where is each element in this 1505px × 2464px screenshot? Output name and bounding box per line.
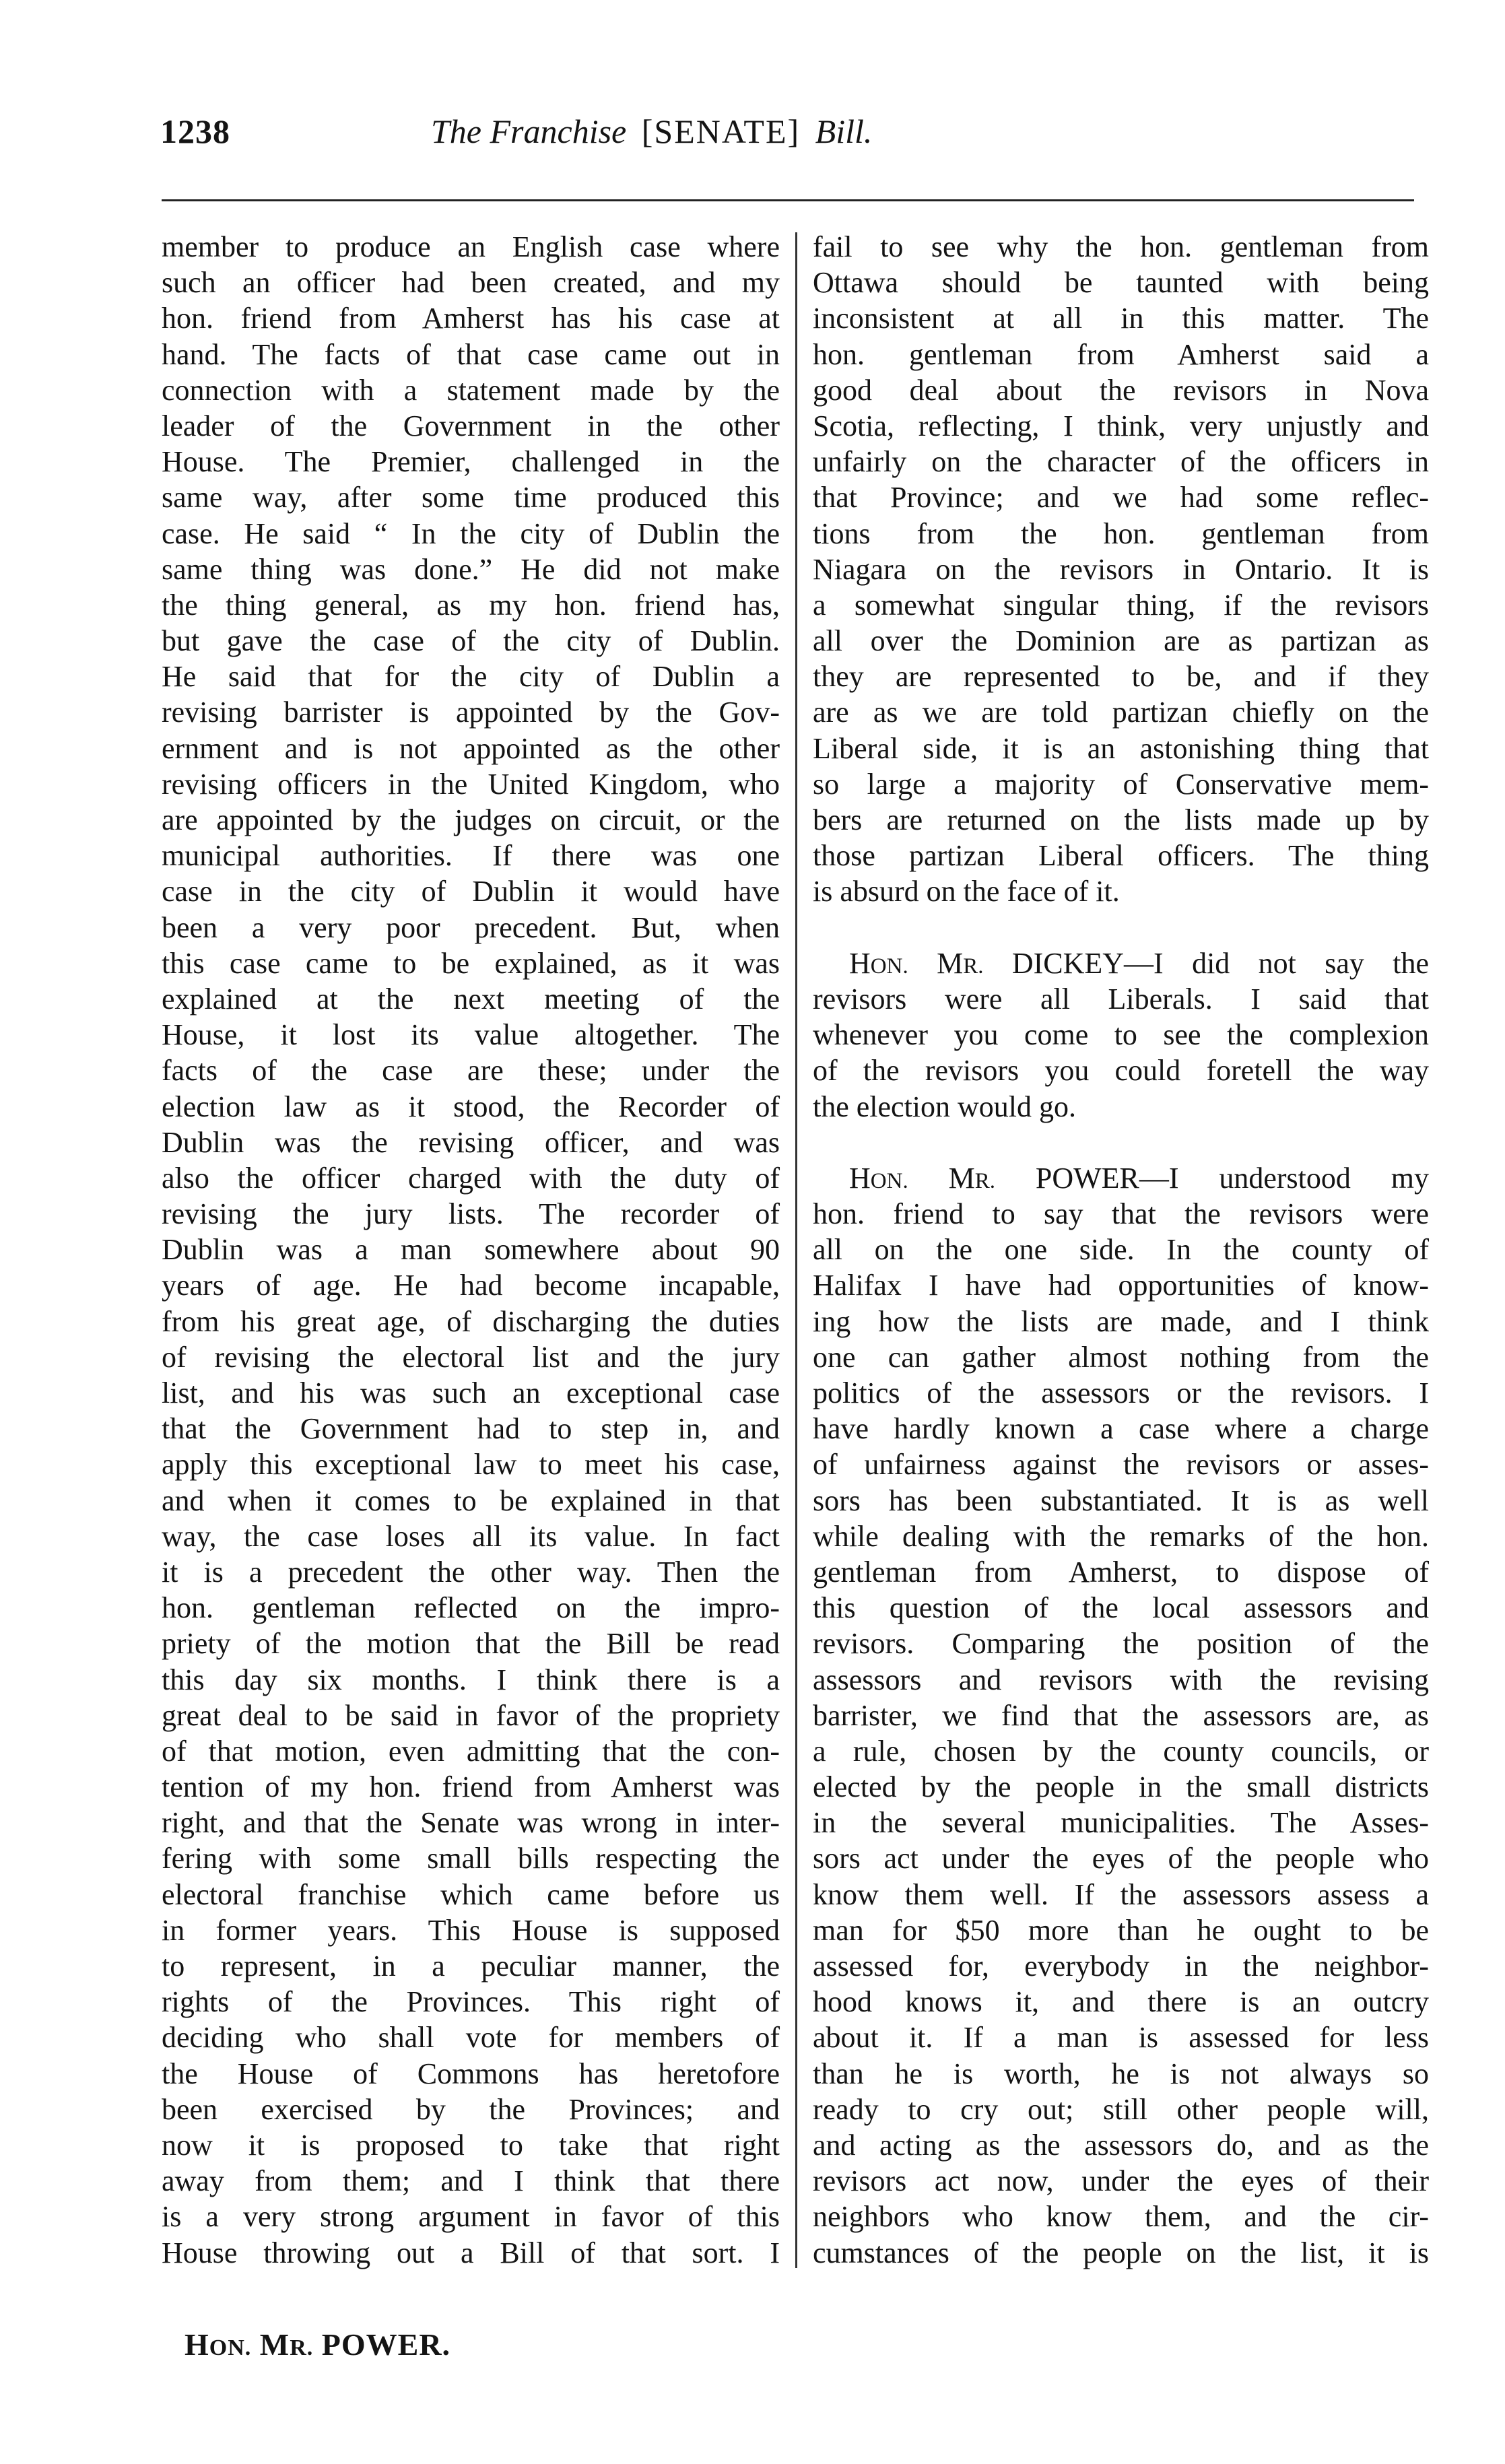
text-line: of revising the electoral list and the jury — [162, 1340, 780, 1374]
text-line: been exercised by the Provinces; and — [162, 2092, 780, 2126]
text-line: of that motion, even admitting that the con- — [162, 1734, 780, 1768]
text-line: Niagara on the revisors in Ontario. It is — [813, 552, 1429, 586]
text-line: been a very poor precedent. But, when — [162, 910, 780, 944]
text-line: election law as it stood, the Recorder of — [162, 1090, 780, 1123]
text-line: of the revisors you could foretell the way — [813, 1054, 1429, 1088]
paragraph-power — [813, 1160, 1429, 2271]
text-line: Halifax I have had opportunities of know- — [813, 1269, 1429, 1302]
text-line: Scotia, reflecting, I think, very unjustly and — [813, 409, 1429, 442]
text-line: hon. friend from Amherst has his case at — [162, 302, 780, 335]
text-line: it is a precedent the other way. Then the — [162, 1555, 780, 1589]
text-line: but gave the case of the city of Dublin. — [162, 624, 780, 658]
text-line: Dublin was a man somewhere about 90 — [162, 1233, 780, 1267]
text-line: hon. friend to say that the revisors were — [813, 1197, 1429, 1231]
text-line: apply this exceptional law to meet his case, — [162, 1448, 780, 1481]
text-line: Ottawa should be taunted with being — [813, 266, 1429, 300]
text-line: hon. gentleman from Amherst said a — [813, 337, 1429, 371]
right-column — [813, 229, 1429, 2271]
text-line: politics of the assessors or the revisors. I — [813, 1376, 1429, 1409]
text-line: revisors were all Liberals. I said that — [813, 982, 1429, 1015]
text-line: facts of the case are these; under the — [162, 1054, 780, 1088]
text-line: revising the jury lists. The recorder of — [162, 1197, 780, 1231]
text-line: know them well. If the assessors assess a — [813, 1877, 1429, 1911]
text-line: assessed for, everybody in the neighbor- — [813, 1950, 1429, 1983]
text-line: bers are returned on the lists made up by — [813, 803, 1429, 836]
text-line: barrister, we find that the assessors are, as — [813, 1698, 1429, 1732]
text-line: and when it comes to be explained in that — [162, 1484, 780, 1517]
text-line: revisors. Comparing the position of the — [813, 1627, 1429, 1661]
text-line: right, and that the Senate was wrong in inter- — [162, 1806, 780, 1840]
text-line: gentleman from Amherst, to dispose of — [813, 1555, 1429, 1589]
text-line: elected by the people in the small districts — [813, 1770, 1429, 1804]
text-line: revising officers in the United Kingdom, who — [162, 767, 780, 801]
text-line: from his great age, of discharging the duties — [162, 1304, 780, 1338]
text-line: all on the one side. In the county of — [813, 1233, 1429, 1267]
text-line: same way, after some time produced this — [162, 481, 780, 514]
text-line: fering with some small bills respecting the — [162, 1842, 780, 1875]
text-line: revisors act now, under the eyes of their — [813, 2164, 1429, 2198]
text-line: while dealing with the remarks of the hon. — [813, 1519, 1429, 1553]
text-line: inconsistent at all in this matter. The — [813, 302, 1429, 335]
text-line: good deal about the revisors in Nova — [813, 373, 1429, 407]
text-line: ernment and is not appointed as the other — [162, 731, 780, 765]
running-head — [431, 112, 872, 151]
text-line: unfairly on the character of the officers in — [813, 445, 1429, 479]
text-line: revising barrister is appointed by the Gov- — [162, 696, 780, 729]
text-line: Dublin was the revising officer, and was — [162, 1125, 780, 1159]
paragraph-continued — [813, 229, 1429, 910]
text-line: member to produce an English case where — [162, 230, 780, 263]
footer-speaker-label: HON. MR. POWER. — [185, 2327, 451, 2362]
text-line: this question of the local assessors and — [813, 1591, 1429, 1625]
text-line: in the several municipalities. The Asses- — [813, 1806, 1429, 1840]
text-line: they are represented to be, and if they — [813, 660, 1429, 694]
text-line: about it. If a man is assessed for less — [813, 2021, 1429, 2055]
text-line: the House of Commons has heretofore — [162, 2057, 780, 2090]
text-line: sors act under the eyes of the people who — [813, 1842, 1429, 1875]
text-line: so large a majority of Conservative mem- — [813, 767, 1429, 801]
text-line: this case came to be explained, as it was — [162, 946, 780, 980]
text-line: hon. gentleman reflected on the impro- — [162, 1591, 780, 1625]
text-line: ing how the lists are made, and I think — [813, 1304, 1429, 1338]
text-line: case in the city of Dublin it would have — [162, 875, 780, 908]
text-line: ready to cry out; still other people will, — [813, 2092, 1429, 2126]
text-line: is a very strong argument in favor of this — [162, 2200, 780, 2234]
running-head-bill: Bill. — [815, 112, 873, 150]
text-line: tention of my hon. friend from Amherst was — [162, 1770, 780, 1804]
speech-opening-line: HON. MR. POWER—I understood my — [849, 1161, 1429, 1195]
text-line: also the officer charged with the duty of — [162, 1161, 780, 1195]
header-rule — [162, 199, 1414, 201]
text-line: deciding who shall vote for members of — [162, 2021, 780, 2055]
text-line: that Province; and we had some reflec- — [813, 481, 1429, 514]
speaker-label: HON. MR. POWER — [849, 1161, 1139, 1195]
text-line: electoral franchise which came before us — [162, 1877, 780, 1911]
text-line: connection with a statement made by the — [162, 373, 780, 407]
text-line: assessors and revisors with the revising — [813, 1663, 1429, 1696]
text-line: that the Government had to step in, and — [162, 1412, 780, 1446]
speech-opening-line: HON. MR. DICKEY—I did not say the — [849, 946, 1430, 980]
text-line: of unfairness against the revisors or asses- — [813, 1448, 1429, 1481]
text-line: have hardly known a case where a charge — [813, 1412, 1429, 1446]
text-line: great deal to be said in favor of the propriety — [162, 1698, 780, 1732]
text-line: than he is worth, he is not always so — [813, 2057, 1429, 2090]
text-line: such an officer had been created, and my — [162, 266, 780, 300]
paragraph-dickey — [813, 945, 1429, 1125]
text-line: explained at the next meeting of the — [162, 982, 780, 1015]
text-line: this day six months. I think there is a — [162, 1663, 780, 1696]
text-line: are as we are told partizan chiefly on the — [813, 696, 1429, 729]
text-line: and acting as the assessors do, and as the — [813, 2128, 1429, 2162]
text-line: is absurd on the face of it. — [813, 875, 1120, 908]
running-head-house: [SENATE] — [641, 112, 801, 150]
text-line: hand. The facts of that case came out in — [162, 337, 780, 371]
text-line: case. He said “ In the city of Dublin the — [162, 517, 780, 550]
text-line: Liberal side, it is an astonishing thing that — [813, 731, 1429, 765]
text-line: to represent, in a peculiar manner, the — [162, 1950, 780, 1983]
column-separator — [795, 232, 797, 2268]
text-line: all over the Dominion are as partizan as — [813, 624, 1429, 658]
text-line: whenever you come to see the complexion — [813, 1018, 1429, 1052]
text-line: the thing general, as my hon. friend has, — [162, 588, 780, 622]
speaker-label: HON. MR. DICKEY — [849, 946, 1125, 980]
text-line: House. The Premier, challenged in the — [162, 445, 780, 479]
text-line: House throwing out a Bill of that sort. I — [162, 2236, 780, 2269]
text-line: a somewhat singular thing, if the revisors — [813, 588, 1429, 622]
text-line: those partizan Liberal officers. The thing — [813, 839, 1429, 873]
text-line: list, and his was such an exceptional case — [162, 1376, 780, 1409]
page-number: 1238 — [160, 112, 230, 150]
text-line: in former years. This House is supposed — [162, 1913, 780, 1947]
text-line: cumstances of the people on the list, it is — [813, 2236, 1429, 2269]
text-line: fail to see why the hon. gentleman from — [813, 230, 1429, 263]
text-line: the election would go. — [813, 1090, 1077, 1123]
text-line: way, the case loses all its value. In fact — [162, 1519, 780, 1553]
text-line: now it is proposed to take that right — [162, 2128, 780, 2162]
left-column — [162, 229, 780, 2271]
text-line: hood knows it, and there is an outcry — [813, 1985, 1429, 2019]
text-line: man for $50 more than he ought to be — [813, 1913, 1429, 1947]
text-line: House, it lost its value altogether. The — [162, 1018, 780, 1052]
text-line: one can gather almost nothing from the — [813, 1340, 1429, 1374]
text-line: are appointed by the judges on circuit, or the — [162, 803, 780, 836]
text-line: a rule, chosen by the county councils, or — [813, 1734, 1429, 1768]
text-line: rights of the Provinces. This right of — [162, 1985, 780, 2019]
text-line: neighbors who know them, and the cir- — [813, 2200, 1429, 2234]
text-line: municipal authorities. If there was one — [162, 839, 780, 873]
text-line: sors has been substantiated. It is as well — [813, 1484, 1429, 1517]
text-line: same thing was done.” He did not make — [162, 552, 780, 586]
text-line: tions from the hon. gentleman from — [813, 517, 1429, 550]
text-line: away from them; and I think that there — [162, 2164, 780, 2198]
text-line: leader of the Government in the other — [162, 409, 780, 442]
text-line: years of age. He had become incapable, — [162, 1269, 780, 1302]
running-head-title: The Franchise — [431, 112, 627, 150]
text-line: He said that for the city of Dublin a — [162, 660, 780, 694]
text-line: priety of the motion that the Bill be read — [162, 1627, 780, 1661]
